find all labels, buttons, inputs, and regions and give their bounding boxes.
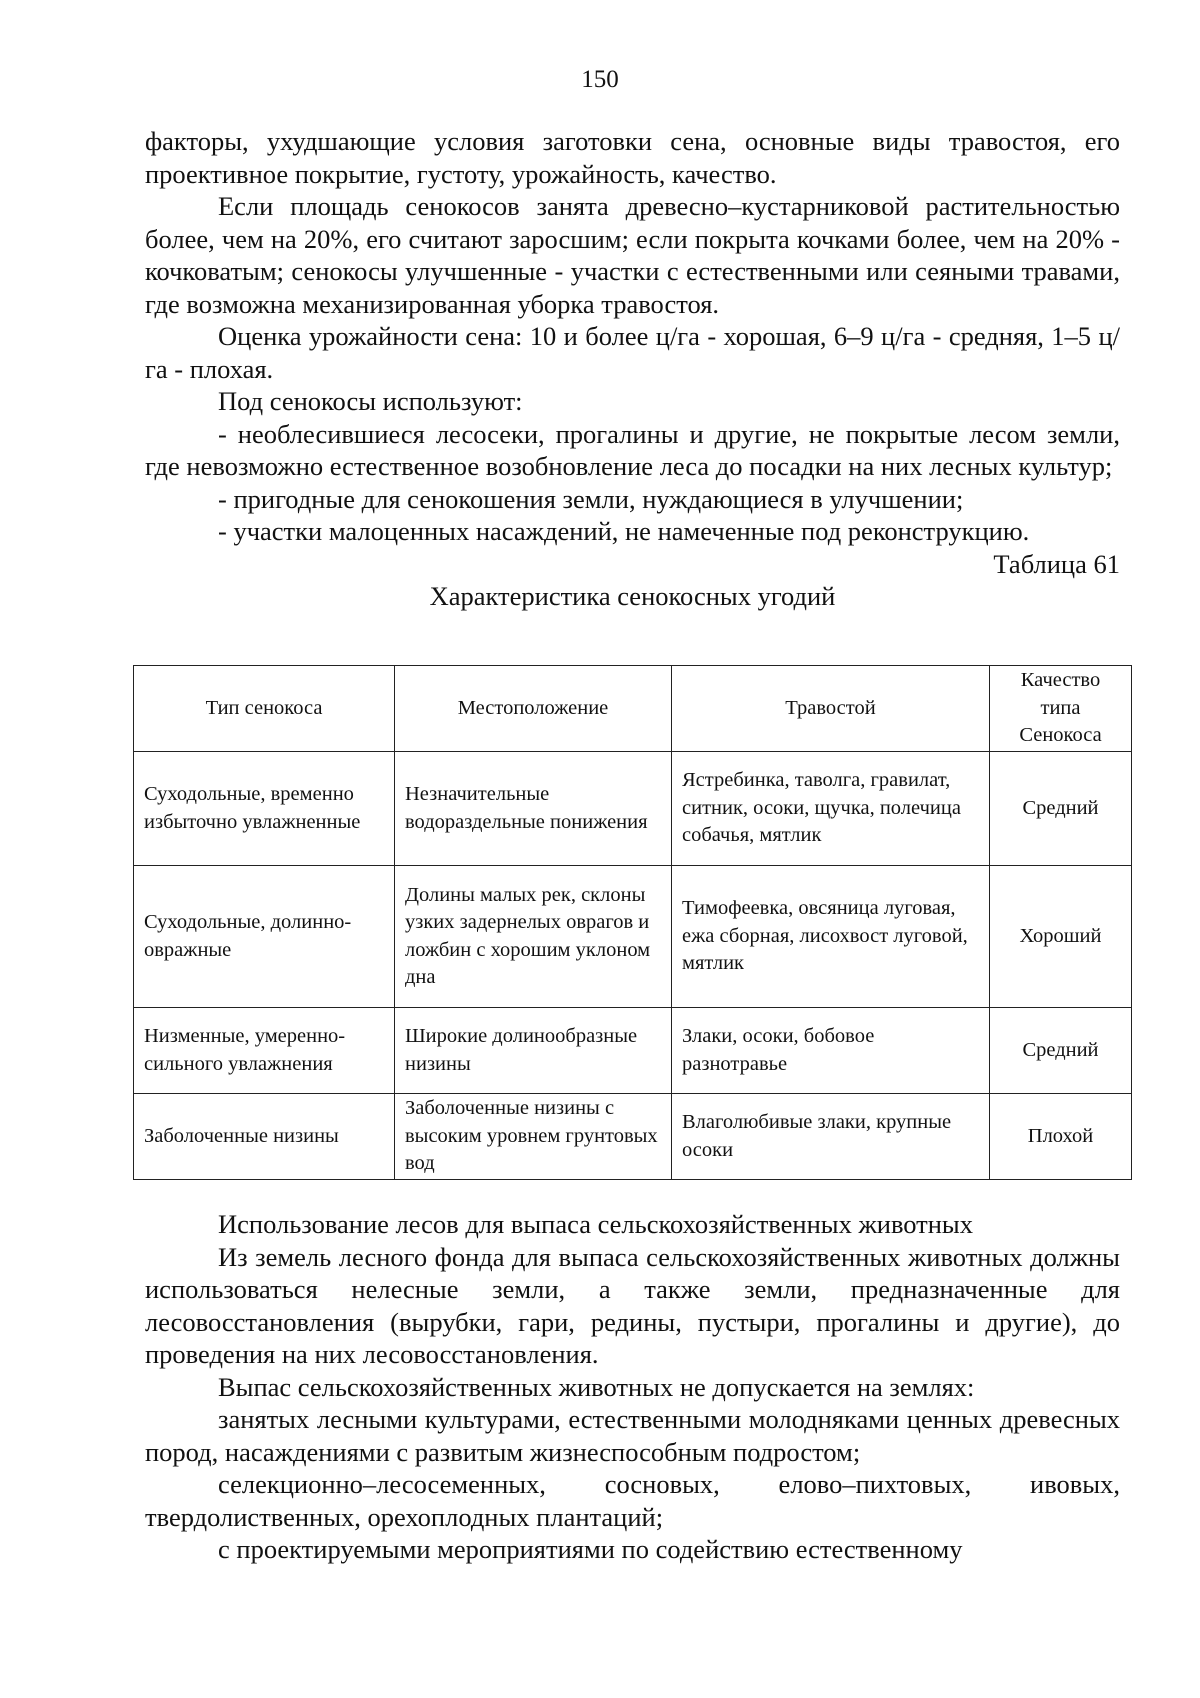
paragraph: с проектируемыми мероприятиями по содействию естественному [218,1534,963,1564]
paragraph: Выпас сельскохозяйственных животных не допускается на землях: [218,1371,975,1402]
cell-location: Незначительные водораздельные понижения [395,752,672,866]
table-row [134,1094,1132,1180]
list-item: - необлесившиеся лесосеки, прогалины и другие, не покрытые лесом земли, где невозможно естественное возобновление леса до посадки на них лесных культур; [145,418,1120,481]
cell-quality: Средний [990,752,1132,866]
paragraph: Оценка урожайности сена: 10 и более ц/га - хорошая, 6–9 ц/га - средняя, 1–5 ц/га - плохая. [145,321,1120,384]
header-cell-grass: Травостой [672,666,990,752]
cell-grass: Ястребинка, таволга, гравилат, ситник, осоки, щучка, полечица собачья, мятлик [672,752,990,866]
body-text-top [145,125,1120,613]
paragraph: Под сенокосы используют: [218,386,523,416]
hayfield-table [133,665,1132,1180]
paragraph: Из земель лесного фонда для выпаса сельскохозяйственных животных должны использоваться нелесные земли, а также земли, предназначенные для лесовосстановления (вырубки, гари, редины, пустыри, прогалины и другие), до проведения на них лесовосстановления. [145,1241,1120,1369]
header-cell-location: Местоположение [395,666,672,752]
table-row [134,752,1132,866]
table-label: Таблица 61 [993,548,1120,579]
cell-quality: Средний [990,1008,1132,1094]
cell-type: Заболоченные низины [134,1094,395,1180]
table-row [134,1008,1132,1094]
table-row [134,866,1132,1008]
paragraph: занятых лесными культурами, естественными молодняками ценных древесных пород, насаждениями с развитым жизнеспособным подростом; [145,1404,1120,1467]
paragraph: факторы, ухудшающие условия заготовки сена, основные виды травостоя, его проективное покрытие, густоту, урожайность, качество. [145,126,1120,189]
table-header-row [134,666,1132,752]
cell-type: Низменные, умеренно-сильного увлажнения [134,1008,395,1094]
cell-type: Суходольные, временно избыточно увлажненные [134,752,395,866]
cell-location: Долины малых рек, склоны узких задернелых оврагов и ложбин с хорошим уклоном дна [395,866,672,1008]
list-item: - пригодные для сенокошения земли, нуждающиеся в улучшении; [218,483,964,514]
table-caption: Характеристика сенокосных угодий [429,581,836,611]
body-text-bottom [145,1208,1120,1566]
list-item: - участки малоценных насаждений, не намеченные под реконструкцию. [218,516,1030,546]
header-cell-type: Тип сенокоса [134,666,395,752]
page-number: 150 [581,66,619,93]
paragraph: селекционно–лесосеменных, сосновых, елово–пихтовых, ивовых, твердолиственных, орехоплодных плантаций; [145,1469,1120,1532]
cell-quality: Хороший [990,866,1132,1008]
cell-grass: Злаки, осоки, бобовое разнотравье [672,1008,990,1094]
cell-grass: Тимофеевка, овсяница луговая, ежа сборная, лисохвост луговой, мятлик [672,866,990,1008]
cell-type: Суходольные, долинно-овражные [134,866,395,1008]
section-heading: Использование лесов для выпаса сельскохозяйственных животных [218,1209,973,1239]
header-cell-quality: Качество типа Сенокоса [990,666,1132,752]
cell-quality: Плохой [990,1094,1132,1180]
cell-location: Широкие долинообразные низины [395,1008,672,1094]
cell-grass: Влаголюбивые злаки, крупные осоки [672,1094,990,1180]
cell-location: Заболоченные низины с высоким уровнем грунтовых вод [395,1094,672,1180]
paragraph: Если площадь сенокосов занята древесно–кустарниковой растительностью более, чем на 20%, его считают заросшим; если покрыта кочками более, чем на 20% - кочковатым; сенокосы улучшенные - участки с естественными или сеяными травами, где возможна механизированная уборка травостоя. [145,191,1120,319]
